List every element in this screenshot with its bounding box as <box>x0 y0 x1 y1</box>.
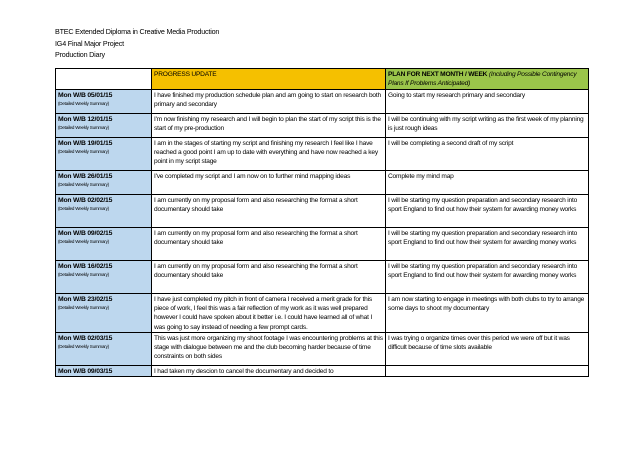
week-date: Mon W/B 02/02/15 <box>58 197 113 204</box>
plan-cell: I will be starting my question preparation and secondary research into sport England to find out how their system for awarding money works <box>386 261 589 294</box>
progress-cell: I am currently on my proposal form and also researching the format a short documentary should take <box>152 261 386 294</box>
date-cell <box>56 261 152 294</box>
date-cell <box>56 195 152 228</box>
week-summary-note: (Detailed Weekly Summary) <box>58 239 109 245</box>
progress-cell: I am in the stages of starting my script and finishing my research I feel like I have reached a good point I am up to date with everything and have now reached a key point in my script stage <box>152 138 386 171</box>
date-cell <box>56 138 152 171</box>
date-cell <box>56 114 152 138</box>
document-heading <box>55 26 219 61</box>
week-summary-note: (Detailed Weekly Summary) <box>58 125 109 131</box>
progress-cell: I am currently on my proposal form and also researching the format a short documentary should take <box>152 228 386 261</box>
week-date: Mon W/B 02/03/15 <box>58 334 113 342</box>
plan-cell: I will be continuing with my script writing as the first week of my planning is just rough ideas <box>386 114 589 138</box>
plan-header-italic: (Including Possible Contingency Plans If Problems Anticipated) <box>388 71 577 88</box>
progress-update-header: PROGRESS UPDATE <box>152 69 386 90</box>
week-summary-note: (Detailed Weekly Summary) <box>58 101 109 107</box>
week-date: Mon W/B 09/03/15 <box>58 367 113 375</box>
date-cell <box>56 228 152 261</box>
plan-cell: I will be completing a second draft of my script <box>386 138 589 171</box>
date-cell <box>56 90 152 114</box>
progress-cell: I have just completed my pitch in front of camera I received a merit grade for this piece of work, I feel this was a fair reflection of my work as it was well prepared however I could have spoken about it better i.e. I could have learned all of what I was going to say instead of needing a few prompt cards. <box>152 294 386 333</box>
course-title: BTEC Extended Diploma in Creative Media Production <box>55 27 220 36</box>
production-diary-table <box>55 68 589 377</box>
week-date: Mon W/B 09/02/15 <box>58 230 113 237</box>
progress-cell: I'm now finishing my research and I will begin to plan the start of my script this is the start of my pre-production <box>152 114 386 138</box>
plan-cell: I will be starting my question preparation and secondary research into sport England to find out how their system for awarding money works <box>386 195 589 228</box>
plan-cell: Going to start my research primary and secondary <box>386 90 589 114</box>
week-summary-note: (Detailed Weekly Summary) <box>58 305 109 311</box>
progress-cell: I have finished my production schedule plan and am going to start on research both primary and secondary <box>152 90 386 114</box>
week-date: Mon W/B 16/02/15 <box>58 263 113 270</box>
plan-header-main: PLAN FOR NEXT MONTH / WEEK <box>388 71 488 78</box>
table-row <box>56 138 589 171</box>
plan-cell: Complete my mind map <box>386 171 589 195</box>
header-blank-cell <box>56 69 152 90</box>
table-row <box>56 171 589 195</box>
date-cell <box>56 365 152 376</box>
date-cell <box>56 171 152 195</box>
table-row <box>56 365 589 376</box>
plan-next-header <box>386 69 589 90</box>
document-title: Production Diary <box>55 50 105 59</box>
plan-cell: I was trying o organize times over this period we were off but it was difficult because of time slots available <box>386 332 589 365</box>
week-date: Mon W/B 12/01/15 <box>58 116 113 123</box>
table-row <box>56 90 589 114</box>
week-summary-note: (Detailed Weekly Summary) <box>58 182 109 188</box>
table-row <box>56 294 589 333</box>
progress-cell: I had taken my descion to cancel the documentary and decided to <box>152 365 386 376</box>
table-row <box>56 332 589 365</box>
week-summary-note: (Detailed Weekly Summary) <box>58 272 109 278</box>
week-date: Mon W/B 23/02/15 <box>58 296 113 303</box>
week-summary-note: (Detailed Weekly Summary) <box>58 344 109 350</box>
week-summary-note: (Detailed Weekly Summary) <box>58 149 109 155</box>
week-date: Mon W/B 26/01/15 <box>58 173 113 180</box>
table-row <box>56 114 589 138</box>
date-cell <box>56 332 152 365</box>
unit-title: IG4 Final Major Project <box>55 38 124 48</box>
table-header-row <box>56 69 589 90</box>
week-date: Mon W/B 05/01/15 <box>58 92 113 99</box>
week-date: Mon W/B 19/01/15 <box>58 140 113 147</box>
plan-cell: I am now starting to engage in meetings with both clubs to try to arrange some days to shoot my documentary <box>386 294 589 333</box>
progress-cell: I've completed my script and I am now on to further mind mapping ideas <box>152 171 386 195</box>
table-row <box>56 195 589 228</box>
table-row <box>56 228 589 261</box>
progress-cell: This was just more organizing my shoot footage I was encountering problems at this stage with dialogue between me and the club becoming harder because of time constraints on both sides <box>152 332 386 365</box>
week-summary-note: (Detailed Weekly Summary) <box>58 206 109 212</box>
plan-cell <box>386 365 589 376</box>
plan-cell: I will be starting my question preparation and secondary research into sport England to find out how their system for awarding money works <box>386 228 589 261</box>
date-cell <box>56 294 152 333</box>
table-row <box>56 261 589 294</box>
progress-cell: I am currently on my proposal form and also researching the format a short documentary should take <box>152 195 386 228</box>
